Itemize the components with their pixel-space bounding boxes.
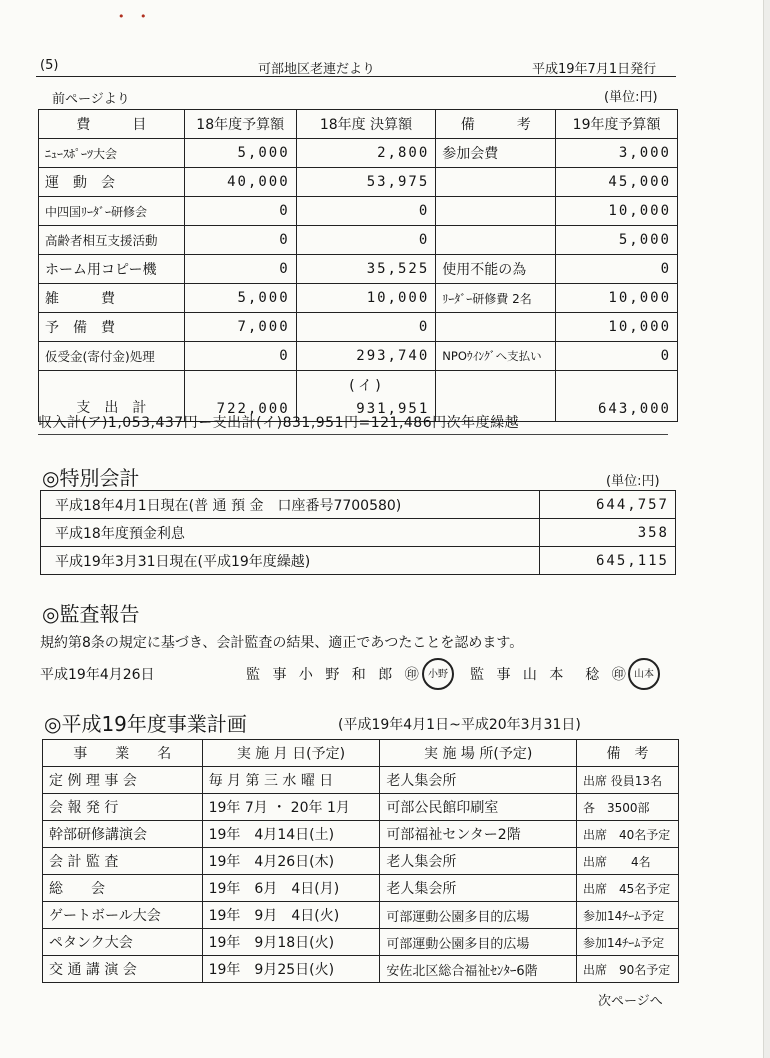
balance-summary: 収入計(ア)1,053,437円ー支出計(イ)831,951円=121,486円次年度繰越 [38,415,520,431]
item-cell: 運 動 会 [39,168,185,197]
budget-header-row [39,110,678,139]
col-actual18: 18年度 決算額 [296,110,436,139]
table-row [43,902,679,929]
note-cell [436,313,556,342]
special-label: 平成18年4月1日現在(普 通 預 金 口座番号7700580) [41,491,540,519]
table-row [39,226,678,255]
table-row [39,284,678,313]
actual18-cell: 0 [296,313,436,342]
event-note: 出席 40名予定 [576,821,678,848]
budget18-cell: 0 [184,342,296,371]
plan-header-row [43,740,679,767]
event-date: 19年 9月25日(火) [202,956,380,983]
budget19-cell: 10,000 [556,284,678,313]
event-date: 19年 6月 4日(月) [202,875,380,902]
event-date: 19年 7月 ・ 20年 1月 [202,794,380,821]
event-date: 19年 4月14日(土) [202,821,380,848]
event-place: 老人集会所 [380,848,577,875]
budget-table [38,109,678,422]
col-budget19: 19年度予算額 [556,110,678,139]
budget18-cell: 40,000 [184,168,296,197]
budget18-cell: 0 [184,226,296,255]
budget19-cell: 10,000 [556,313,678,342]
seal-1-text: 小野 [428,669,448,680]
event-place: 可部運動公園多目的広場 [380,902,577,929]
event-place: 可部運動公園多目的広場 [380,929,577,956]
table-row [39,139,678,168]
table-row [43,794,679,821]
auditor-1: 監 事 小 野 和 郎 ㊞ [246,667,423,683]
next-page-note: 次ページへ [598,994,663,1009]
item-cell: 予 備 費 [39,313,185,342]
event-note: 出席 45名予定 [576,875,678,902]
total-label: 支 出 計 [39,371,185,422]
event-date: 毎 月 第 三 水 曜 日 [202,767,380,794]
col-budget18: 18年度予算額 [184,110,296,139]
special-table [40,490,676,575]
actual18-cell: 0 [296,226,436,255]
table-row [39,255,678,284]
total-budget19: 643,000 [556,371,678,422]
event-name: ゲートボール大会 [43,902,203,929]
event-note: 出席 役員13名 [576,767,678,794]
actual18-cell: 2,800 [296,139,436,168]
audit-heading: ◎監査報告 [42,602,140,626]
budget19-cell: 3,000 [556,139,678,168]
event-name: 定 例 理 事 会 [43,767,203,794]
total-budget18: 722,000 [184,371,296,422]
table-row [41,519,676,547]
audit-date: 平成19年4月26日 [40,667,155,683]
note-cell [436,226,556,255]
col-note: 備 考 [436,110,556,139]
event-name: 交 通 講 演 会 [43,956,203,983]
issue-date: 平成19年7月1日発行 [532,62,657,77]
actual18-cell: 35,525 [296,255,436,284]
table-row [41,547,676,575]
newsletter-title: 可部地区老連だより [258,62,376,77]
budget19-cell: 5,000 [556,226,678,255]
event-place: 可部福祉センター2階 [380,821,577,848]
budget-unit: (単位:円) [604,90,658,105]
item-cell: 雑 費 [39,284,185,313]
auditor-2: 監 事 山 本 稔 ㊞ [470,667,630,683]
actual18-cell: 293,740 [296,342,436,371]
event-place: 安佐北区総合福祉ｾﾝﾀｰ6階 [380,956,577,983]
table-row [39,313,678,342]
budget18-cell: 5,000 [184,139,296,168]
budget19-cell: 0 [556,255,678,284]
auditor-2-seal [628,658,660,690]
event-name: 幹部研修講演会 [43,821,203,848]
item-cell: 中四国ﾘｰﾀﾞｰ研修会 [39,197,185,226]
budget19-cell: 45,000 [556,168,678,197]
col-event: 事 業 名 [43,740,203,767]
carryover-note: 前ページより [52,92,130,107]
table-row [39,168,678,197]
audit-statement: 規約第8条の規定に基づき、会計監査の結果、適正であつたことを認めます。 [40,635,524,651]
event-date: 19年 9月18日(火) [202,929,380,956]
plan-table [42,739,679,983]
event-name: 総 会 [43,875,203,902]
event-place: 老人集会所 [380,767,577,794]
event-note: 各 3500部 [576,794,678,821]
auditor-1-seal [422,658,454,690]
table-row [41,491,676,519]
event-name: 会 報 発 行 [43,794,203,821]
plan-heading: ◎平成19年度事業計画 [44,712,247,736]
plan-period: (平成19年4月1日~平成20年3月31日) [338,717,581,733]
event-date: 19年 4月26日(木) [202,848,380,875]
note-cell [436,197,556,226]
item-cell: 高齢者相互支援活動 [39,226,185,255]
page-number: (5) [40,58,59,73]
col-remarks: 備 考 [576,740,678,767]
item-cell: ホーム用コピー機 [39,255,185,284]
total-actual18-marker: (イ) [347,378,385,394]
event-place: 可部公民館印刷室 [380,794,577,821]
special-value: 645,115 [540,547,676,575]
table-row [43,767,679,794]
event-note: 出席 4名 [576,848,678,875]
event-note: 出席 90名予定 [576,956,678,983]
note-cell: 使用不能の為 [436,255,556,284]
ink-mark: • • [118,10,153,23]
table-row [39,197,678,226]
table-row [43,956,679,983]
item-cell: 仮受金(寄付金)処理 [39,342,185,371]
budget19-cell: 10,000 [556,197,678,226]
table-row [43,848,679,875]
actual18-cell: 53,975 [296,168,436,197]
note-cell [436,168,556,197]
seal-2-text: 山本 [634,669,654,680]
summary-rule [38,434,668,435]
col-place: 実 施 場 所(予定) [380,740,577,767]
table-row [43,875,679,902]
budget18-cell: 5,000 [184,284,296,313]
event-name: 会 計 監 査 [43,848,203,875]
table-row [39,342,678,371]
event-note: 参加14ﾁｰﾑ予定 [576,929,678,956]
item-cell: ﾆｭｰｽﾎﾟｰﾂ大会 [39,139,185,168]
special-heading: ◎特別会計 [42,466,140,490]
budget18-cell: 0 [184,197,296,226]
event-note: 参加14ﾁｰﾑ予定 [576,902,678,929]
budget18-cell: 0 [184,255,296,284]
special-label: 平成19年3月31日現在(平成19年度繰越) [41,547,540,575]
event-name: ペタンク大会 [43,929,203,956]
actual18-cell: 10,000 [296,284,436,313]
event-place: 老人集会所 [380,875,577,902]
col-item: 費 目 [39,110,185,139]
note-cell: ﾘｰﾀﾞｰ研修費 2名 [436,284,556,313]
table-row [43,929,679,956]
note-cell: NPOｳｲﾝｸﾞへ支払い [436,342,556,371]
header-rule [36,76,676,77]
special-value: 358 [540,519,676,547]
budget19-cell: 0 [556,342,678,371]
special-label: 平成18年度預金利息 [41,519,540,547]
total-actual18: 931,951 [356,401,430,417]
page-edge [763,0,770,1058]
budget18-cell: 7,000 [184,313,296,342]
col-date: 実 施 月 日(予定) [202,740,380,767]
special-value: 644,757 [540,491,676,519]
actual18-cell: 0 [296,197,436,226]
table-row [43,821,679,848]
special-unit: (単位:円) [606,474,660,489]
note-cell: 参加会費 [436,139,556,168]
event-date: 19年 9月 4日(火) [202,902,380,929]
